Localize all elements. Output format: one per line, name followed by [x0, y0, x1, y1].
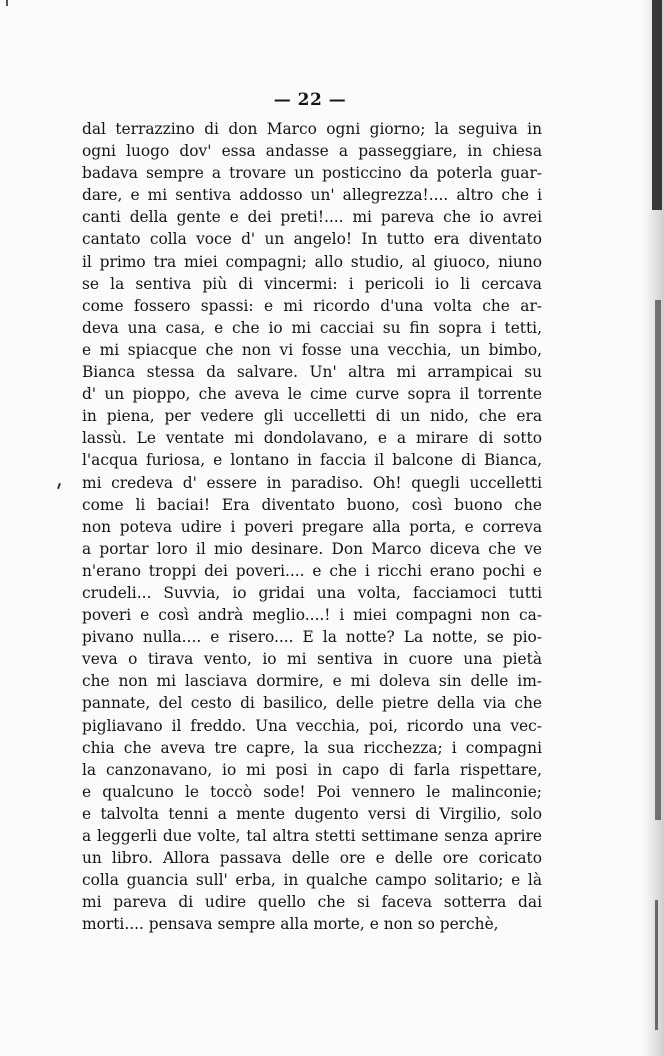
text-line: badava sempre a trovare un posticcino da poterla guar-	[82, 164, 542, 183]
text-line: lassù. Le ventate mi dondolavano, e a mirare di sotto	[82, 429, 542, 448]
text-line: la canzonavano, io mi posi in capo di farla rispettare,	[82, 760, 542, 779]
text-line: a portar loro il mio desinare. Don Marco diceva che ve	[82, 539, 542, 558]
body-text	[82, 118, 542, 935]
text-line: pannate, del cesto di basilico, delle pietre della via che	[82, 694, 542, 713]
text-line: n'erano troppi dei poveri.... e che i ricchi erano pochi e	[82, 561, 542, 580]
text-line: Bianca stessa da salvare. Un' altra mi arrampicai su	[82, 363, 542, 382]
text-line: mi credeva d' essere in paradiso. Oh! quegli uccelletti	[82, 473, 542, 492]
text-line: veva o tirava vento, io mi sentiva in cuore una pietà	[82, 650, 542, 669]
text-line: colla guancia sull' erba, in qualche campo solitario; e là	[82, 871, 542, 890]
text-line: e qualcuno le toccò sode! Poi vennero le malinconie;	[82, 782, 542, 801]
text-line: crudeli... Suvvia, io gridai una volta, facciamoci tutti	[82, 583, 542, 602]
text-line: cantato colla voce d' un angelo! In tutto era diventato	[82, 230, 542, 249]
text-line: canti della gente e dei preti!.... mi pareva che io avrei	[82, 208, 542, 227]
text-line: deva una casa, e che io mi cacciai su fin sopra i tetti,	[82, 318, 542, 337]
text-line: poveri e così andrà meglio....! i miei compagni non ca-	[82, 606, 542, 625]
text-line: mi pareva di udire quello che si faceva sotterra dai	[82, 893, 542, 912]
margin-mark	[57, 483, 61, 489]
text-line: chia che aveva tre capre, la sua ricchezza; i compagni	[82, 738, 542, 757]
scan-edge-mark	[655, 300, 661, 820]
text-line: l'acqua furiosa, e lontano in faccia il balcone di Bianca,	[82, 451, 542, 470]
text-line: morti.... pensava sempre alla morte, e non so perchè,	[82, 915, 499, 934]
text-line: pivano nulla.... e risero.... E la notte? La notte, se pio-	[82, 628, 542, 647]
scan-edge-mark	[655, 900, 658, 1030]
text-line: in piena, per vedere gli uccelletti di un nido, che era	[82, 407, 542, 426]
text-line: d' un pioppo, che aveva le cime curve sopra il torrente	[82, 385, 542, 404]
scan-speck	[6, 0, 8, 6]
text-line: il primo tra miei compagni; allo studio, al giuoco, niuno	[82, 252, 542, 271]
text-line: che non mi lasciava dormire, e mi doleva sin delle im-	[82, 672, 542, 691]
text-line: non poteva udire i poveri pregare alla porta, e correva	[82, 517, 542, 536]
scan-edge-mark	[652, 0, 662, 210]
text-line: come fossero spassi: e mi ricordo d'una volta che ar-	[82, 296, 542, 315]
text-line: e talvolta tenni a mente dugento versi di Virgilio, solo	[82, 804, 542, 823]
text-line: se la sentiva più di vincermi: i pericoli io li cercava	[82, 274, 542, 293]
text-line: a leggerli due volte, tal altra stetti settimane senza aprire	[82, 827, 542, 845]
text-line: pigliavano il freddo. Una vecchia, poi, ricordo una vec-	[82, 716, 542, 735]
text-line: dal terrazzino di don Marco ogni giorno; la seguiva in	[82, 120, 542, 138]
text-line: ogni luogo dov' essa andasse a passeggiare, in chiesa	[82, 142, 542, 161]
text-line: come li baciai! Era diventato buono, così buono che	[82, 495, 542, 514]
text-line: dare, e mi sentiva addosso un' allegrezza!.... altro che i	[82, 186, 542, 205]
text-line: un libro. Allora passava delle ore e delle ore coricato	[82, 849, 542, 868]
page-number: — 22 —	[273, 90, 347, 110]
text-line: e mi spiacque che non vi fosse una vecchia, un bimbo,	[82, 340, 542, 359]
